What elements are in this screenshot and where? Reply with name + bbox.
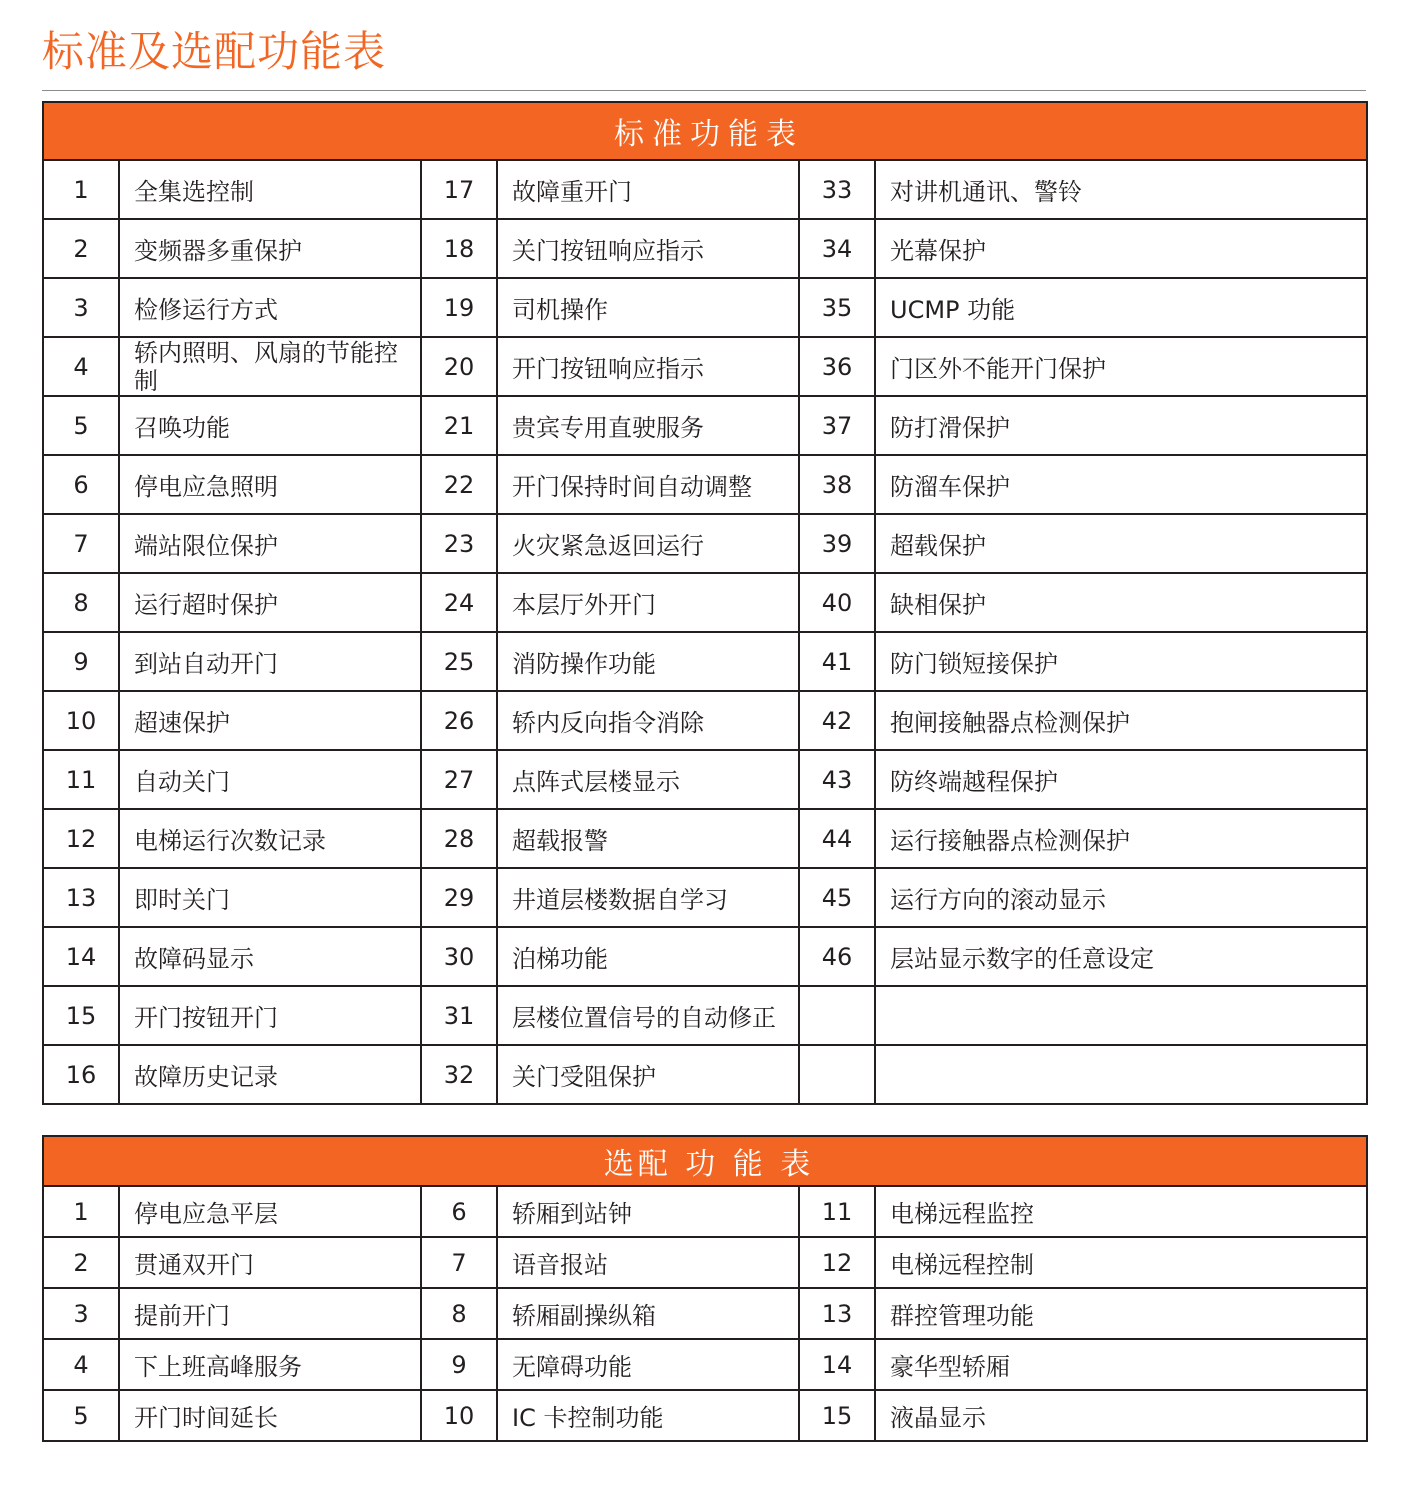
item-label: 故障码显示 (119, 927, 421, 986)
item-number: 20 (421, 337, 497, 396)
item-number: 25 (421, 632, 497, 691)
item-label: 无障碍功能 (497, 1339, 799, 1390)
item-label: 下上班高峰服务 (119, 1339, 421, 1390)
item-label: 火灾紧急返回运行 (497, 514, 799, 573)
table-row (43, 868, 1367, 927)
item-number: 4 (43, 1339, 119, 1390)
item-number: 5 (43, 1390, 119, 1441)
table-row (43, 455, 1367, 514)
item-number: 30 (421, 927, 497, 986)
item-label: 防门锁短接保护 (875, 632, 1367, 691)
item-label: 运行方向的滚动显示 (875, 868, 1367, 927)
item-label: 运行超时保护 (119, 573, 421, 632)
item-label: IC 卡控制功能 (497, 1390, 799, 1441)
standard-function-table (42, 101, 1368, 1105)
table-row (43, 573, 1367, 632)
item-number: 39 (799, 514, 875, 573)
page-title: 标准及选配功能表 (42, 27, 387, 76)
item-label (875, 1045, 1367, 1104)
item-label: 开门按钮响应指示 (497, 337, 799, 396)
item-label: 液晶显示 (875, 1390, 1367, 1441)
item-label: 防打滑保护 (875, 396, 1367, 455)
table-row (43, 632, 1367, 691)
item-label: 消防操作功能 (497, 632, 799, 691)
optional-table-header-row (43, 1136, 1367, 1186)
item-label: 电梯远程监控 (875, 1186, 1367, 1237)
table-row (43, 219, 1367, 278)
item-label: 全集选控制 (119, 160, 421, 219)
optional-function-table (42, 1135, 1368, 1442)
item-number: 23 (421, 514, 497, 573)
item-number: 45 (799, 868, 875, 927)
item-label: 语音报站 (497, 1237, 799, 1288)
table-row (43, 1186, 1367, 1237)
item-number: 3 (43, 278, 119, 337)
standard-table-heading: 标准功能表 (43, 102, 1367, 160)
table-row (43, 927, 1367, 986)
item-number: 41 (799, 632, 875, 691)
item-number: 28 (421, 809, 497, 868)
item-number: 35 (799, 278, 875, 337)
item-number (799, 1045, 875, 1104)
table-row (43, 1390, 1367, 1441)
item-label: UCMP 功能 (875, 278, 1367, 337)
item-label: 豪华型轿厢 (875, 1339, 1367, 1390)
item-number: 8 (43, 573, 119, 632)
item-number: 27 (421, 750, 497, 809)
item-number: 2 (43, 1237, 119, 1288)
item-label: 电梯运行次数记录 (119, 809, 421, 868)
item-number: 8 (421, 1288, 497, 1339)
item-label: 电梯远程控制 (875, 1237, 1367, 1288)
item-number: 34 (799, 219, 875, 278)
item-label: 检修运行方式 (119, 278, 421, 337)
item-label: 层楼位置信号的自动修正 (497, 986, 799, 1045)
item-label: 开门保持时间自动调整 (497, 455, 799, 514)
item-number: 1 (43, 1186, 119, 1237)
item-number: 33 (799, 160, 875, 219)
item-number: 10 (421, 1390, 497, 1441)
item-label: 光幕保护 (875, 219, 1367, 278)
item-label: 开门时间延长 (119, 1390, 421, 1441)
item-label: 关门受阻保护 (497, 1045, 799, 1104)
item-label: 贵宾专用直驶服务 (497, 396, 799, 455)
item-number (799, 986, 875, 1045)
item-label: 超速保护 (119, 691, 421, 750)
item-label: 召唤功能 (119, 396, 421, 455)
item-number: 10 (43, 691, 119, 750)
item-number: 11 (43, 750, 119, 809)
item-label: 点阵式层楼显示 (497, 750, 799, 809)
item-number: 16 (43, 1045, 119, 1104)
item-label: 对讲机通讯、警铃 (875, 160, 1367, 219)
item-number: 6 (421, 1186, 497, 1237)
item-number: 15 (799, 1390, 875, 1441)
item-label: 井道层楼数据自学习 (497, 868, 799, 927)
item-number: 2 (43, 219, 119, 278)
item-label: 故障重开门 (497, 160, 799, 219)
item-number: 7 (43, 514, 119, 573)
item-number: 7 (421, 1237, 497, 1288)
table-row (43, 1339, 1367, 1390)
item-label: 到站自动开门 (119, 632, 421, 691)
item-label: 轿厢副操纵箱 (497, 1288, 799, 1339)
item-label: 防终端越程保护 (875, 750, 1367, 809)
item-label: 轿厢到站钟 (497, 1186, 799, 1237)
item-number: 4 (43, 337, 119, 396)
item-label: 轿内反向指令消除 (497, 691, 799, 750)
item-number: 32 (421, 1045, 497, 1104)
item-label: 缺相保护 (875, 573, 1367, 632)
item-number: 14 (43, 927, 119, 986)
item-label: 提前开门 (119, 1288, 421, 1339)
item-number: 42 (799, 691, 875, 750)
table-row (43, 986, 1367, 1045)
title-divider (42, 90, 1366, 91)
item-number: 17 (421, 160, 497, 219)
item-number: 26 (421, 691, 497, 750)
table-row (43, 337, 1367, 396)
item-number: 24 (421, 573, 497, 632)
item-label: 自动关门 (119, 750, 421, 809)
item-number: 9 (43, 632, 119, 691)
item-label: 抱闸接触器点检测保护 (875, 691, 1367, 750)
item-number: 38 (799, 455, 875, 514)
item-number: 15 (43, 986, 119, 1045)
table-row (43, 691, 1367, 750)
item-label: 端站限位保护 (119, 514, 421, 573)
item-number: 43 (799, 750, 875, 809)
table-row (43, 1288, 1367, 1339)
table-row (43, 278, 1367, 337)
item-number: 13 (799, 1288, 875, 1339)
item-label: 贯通双开门 (119, 1237, 421, 1288)
item-label: 停电应急平层 (119, 1186, 421, 1237)
item-number: 18 (421, 219, 497, 278)
item-number: 12 (799, 1237, 875, 1288)
item-number: 5 (43, 396, 119, 455)
item-number: 13 (43, 868, 119, 927)
table-row (43, 809, 1367, 868)
item-label (875, 986, 1367, 1045)
table-row (43, 1045, 1367, 1104)
table-row (43, 514, 1367, 573)
item-number: 3 (43, 1288, 119, 1339)
item-number: 37 (799, 396, 875, 455)
item-number: 19 (421, 278, 497, 337)
item-number: 29 (421, 868, 497, 927)
item-label: 本层厅外开门 (497, 573, 799, 632)
item-number: 21 (421, 396, 497, 455)
item-label: 停电应急照明 (119, 455, 421, 514)
item-number: 22 (421, 455, 497, 514)
item-number: 9 (421, 1339, 497, 1390)
item-label: 门区外不能开门保护 (875, 337, 1367, 396)
optional-table-heading: 选配 功 能 表 (43, 1136, 1367, 1186)
item-number: 36 (799, 337, 875, 396)
item-number: 12 (43, 809, 119, 868)
table-row (43, 1237, 1367, 1288)
item-label: 轿内照明、风扇的节能控制 (119, 337, 421, 396)
item-number: 31 (421, 986, 497, 1045)
table-row (43, 750, 1367, 809)
item-label: 防溜车保护 (875, 455, 1367, 514)
item-number: 46 (799, 927, 875, 986)
item-number: 11 (799, 1186, 875, 1237)
item-label: 开门按钮开门 (119, 986, 421, 1045)
table-row (43, 396, 1367, 455)
item-label: 层站显示数字的任意设定 (875, 927, 1367, 986)
item-number: 40 (799, 573, 875, 632)
item-number: 1 (43, 160, 119, 219)
item-label: 运行接触器点检测保护 (875, 809, 1367, 868)
item-label: 关门按钮响应指示 (497, 219, 799, 278)
item-label: 即时关门 (119, 868, 421, 927)
item-label: 泊梯功能 (497, 927, 799, 986)
item-label: 变频器多重保护 (119, 219, 421, 278)
item-number: 14 (799, 1339, 875, 1390)
item-number: 6 (43, 455, 119, 514)
item-label: 司机操作 (497, 278, 799, 337)
item-number: 44 (799, 809, 875, 868)
item-label: 超载报警 (497, 809, 799, 868)
table-row (43, 160, 1367, 219)
item-label: 群控管理功能 (875, 1288, 1367, 1339)
standard-table-header-row (43, 102, 1367, 160)
item-label: 超载保护 (875, 514, 1367, 573)
item-label: 故障历史记录 (119, 1045, 421, 1104)
